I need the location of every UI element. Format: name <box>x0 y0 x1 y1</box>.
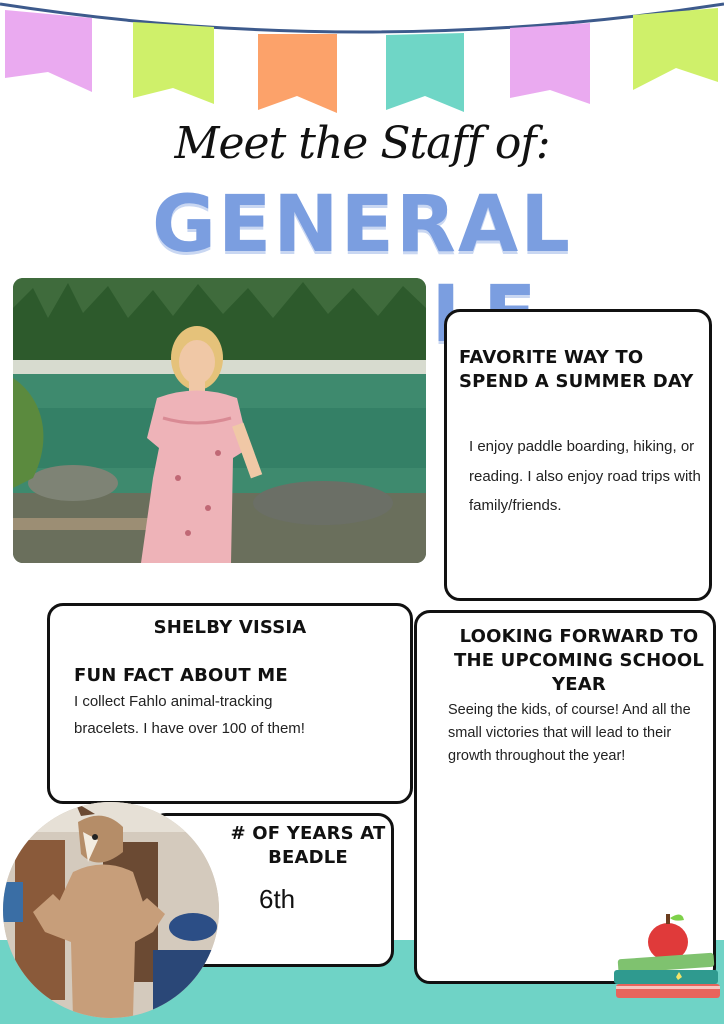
page-subtitle: Meet the Staff of: <box>174 118 550 169</box>
mascot-image <box>3 802 219 1018</box>
books-apple-icon <box>610 908 724 1008</box>
horse-mascot-photo <box>3 802 219 1018</box>
years-value: 6th <box>259 884 296 914</box>
bunting-string <box>0 4 724 32</box>
page-title: GENERAL <box>152 180 572 270</box>
looking-forward-text: Seeing the kids, of course! And all the small victories that will lead to their growth throughout the year! <box>448 702 691 764</box>
fun-fact-text: I collect Fahlo animal-tracking bracelets. I have over 100 of them! <box>74 693 305 737</box>
fun-fact-heading: FUN FACT ABOUT ME <box>74 665 288 686</box>
staff-name: SHELBY VISSIA <box>153 617 307 638</box>
profile-card <box>47 603 413 804</box>
summer-day-card <box>444 309 712 601</box>
years-heading: # OF YEARS AT BEADLE <box>230 823 386 868</box>
bunting-flag <box>386 33 464 112</box>
summer-day-heading: FAVORITE WAY TO SPEND A SUMMER DAY <box>459 347 694 392</box>
lake-scene-image <box>13 278 426 563</box>
bunting-flag <box>510 23 590 104</box>
bunting-flag <box>5 10 92 92</box>
bunting-flag <box>633 8 718 90</box>
bunting-flag <box>133 22 214 104</box>
staff-portrait-photo <box>13 278 426 563</box>
summer-day-text: I enjoy paddle boarding, hiking, or reading. I also enjoy road trips with family/friends. <box>469 438 701 514</box>
bunting-flag <box>258 34 337 113</box>
looking-forward-heading: LOOKING FORWARD TO THE UPCOMING SCHOOL YEAR <box>453 626 705 695</box>
bunting-banner <box>0 0 724 120</box>
